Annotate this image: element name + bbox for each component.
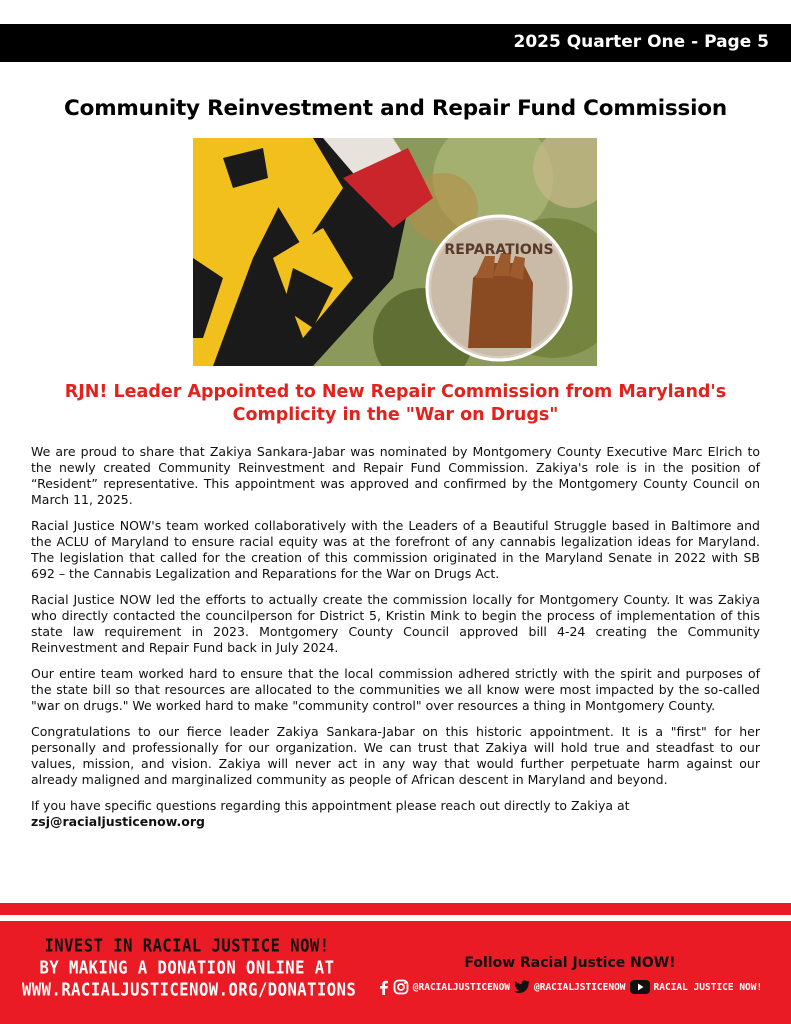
contact-email-link[interactable]: zsj@racialjusticenow.org	[31, 814, 205, 829]
facebook-icon[interactable]	[378, 980, 389, 995]
article-photo	[193, 138, 597, 366]
article-body	[31, 444, 760, 840]
paragraph-3: Racial Justice NOW led the efforts to actually create the commission locally for Montgomery County. It was Zakiya who directly contacted the councilperson for District 5, Kristin Mink to begin the process of implementation of this state law requirement in 2023. Montgomery County Council approved bill 4-24 creating the Community Reinvestment and Repair Fund back in July 2024.	[31, 592, 760, 655]
donate-line-2: BY MAKING A DONATION ONLINE AT	[39, 957, 335, 979]
twitter-icon[interactable]	[514, 980, 530, 994]
donate-line-1: INVEST IN RACIAL JUSTICE NOW!	[44, 935, 330, 957]
reparations-emblem	[427, 216, 571, 360]
contact-text: If you have specific questions regarding this appointment please reach out directly to Zakiya at	[31, 798, 630, 813]
follow-section	[360, 955, 780, 971]
page-label: 2025 Quarter One - Page 5	[513, 32, 769, 52]
instagram-icon[interactable]	[393, 979, 409, 995]
paragraph-5: Congratulations to our fierce leader Zakiya Sankara-Jabar on this historic appointment. It is a "first" for her personally and professionally for our organization. We can trust that Zakiya will hold true and steadfast to our values, mission, and vision. Zakiya will never act in any way that would further perpetuate harm against our already maligned and marginalized community as people of African descent in Maryland and beyond.	[31, 724, 760, 787]
paragraph-4: Our entire team worked hard to ensure that the local commission adhered strictly with the spirit and purposes of the state bill so that resources are allocated to the communities we all know were most impacted by the so-called "war on drugs." We worked hard to make "community control" over resources a thing in Montgomery County.	[31, 666, 760, 713]
contact-paragraph	[31, 798, 760, 830]
footer-stripe	[0, 903, 791, 915]
subtitle-line-2: Complicity in the "War on Drugs"	[232, 405, 559, 425]
paragraph-2: Racial Justice NOW's team worked collaboratively with the Leaders of a Beautiful Struggle based in Baltimore and the ACLU of Maryland to ensure racial equity was at the forefront of any cannabis legalization ideas for Maryland. The legislation that called for the creation of this commission originated in the Maryland Senate in 2022 with SB 692 – the Cannabis Legalization and Reparations for the War on Drugs Act.	[31, 518, 760, 581]
article-title: Community Reinvestment and Repair Fund Commission	[64, 96, 727, 121]
twitter-handle[interactable]: @RACIALJSTICENOW	[534, 981, 626, 993]
subtitle-line-1: RJN! Leader Appointed to New Repair Commission from Maryland's	[64, 382, 727, 402]
instagram-handle[interactable]: @RACIALJUSTICENOW	[412, 981, 511, 993]
paragraph-1: We are proud to share that Zakiya Sankara-Jabar was nominated by Montgomery County Executive Marc Elrich to the newly created Community Reinvestment and Repair Fund Commission. Zakiya's role is in the position of “Resident” representative. This appointment was approved and confirmed by the Montgomery County Council on March 11, 2025.	[31, 444, 760, 507]
donate-url-link[interactable]: WWW.RACIALJUSTICENOW.ORG/DONATIONS	[22, 979, 357, 1001]
social-links	[360, 979, 780, 995]
header-bar	[0, 24, 791, 62]
follow-title: Follow Racial Justice NOW!	[464, 955, 676, 971]
article-subtitle	[40, 381, 751, 427]
donation-callout	[22, 935, 357, 1001]
footer	[0, 921, 791, 1024]
youtube-icon[interactable]	[630, 980, 650, 994]
youtube-handle[interactable]: RACIAL JUSTICE NOW!	[653, 981, 763, 993]
svg-text:REPARATIONS: REPARATIONS	[444, 242, 554, 258]
